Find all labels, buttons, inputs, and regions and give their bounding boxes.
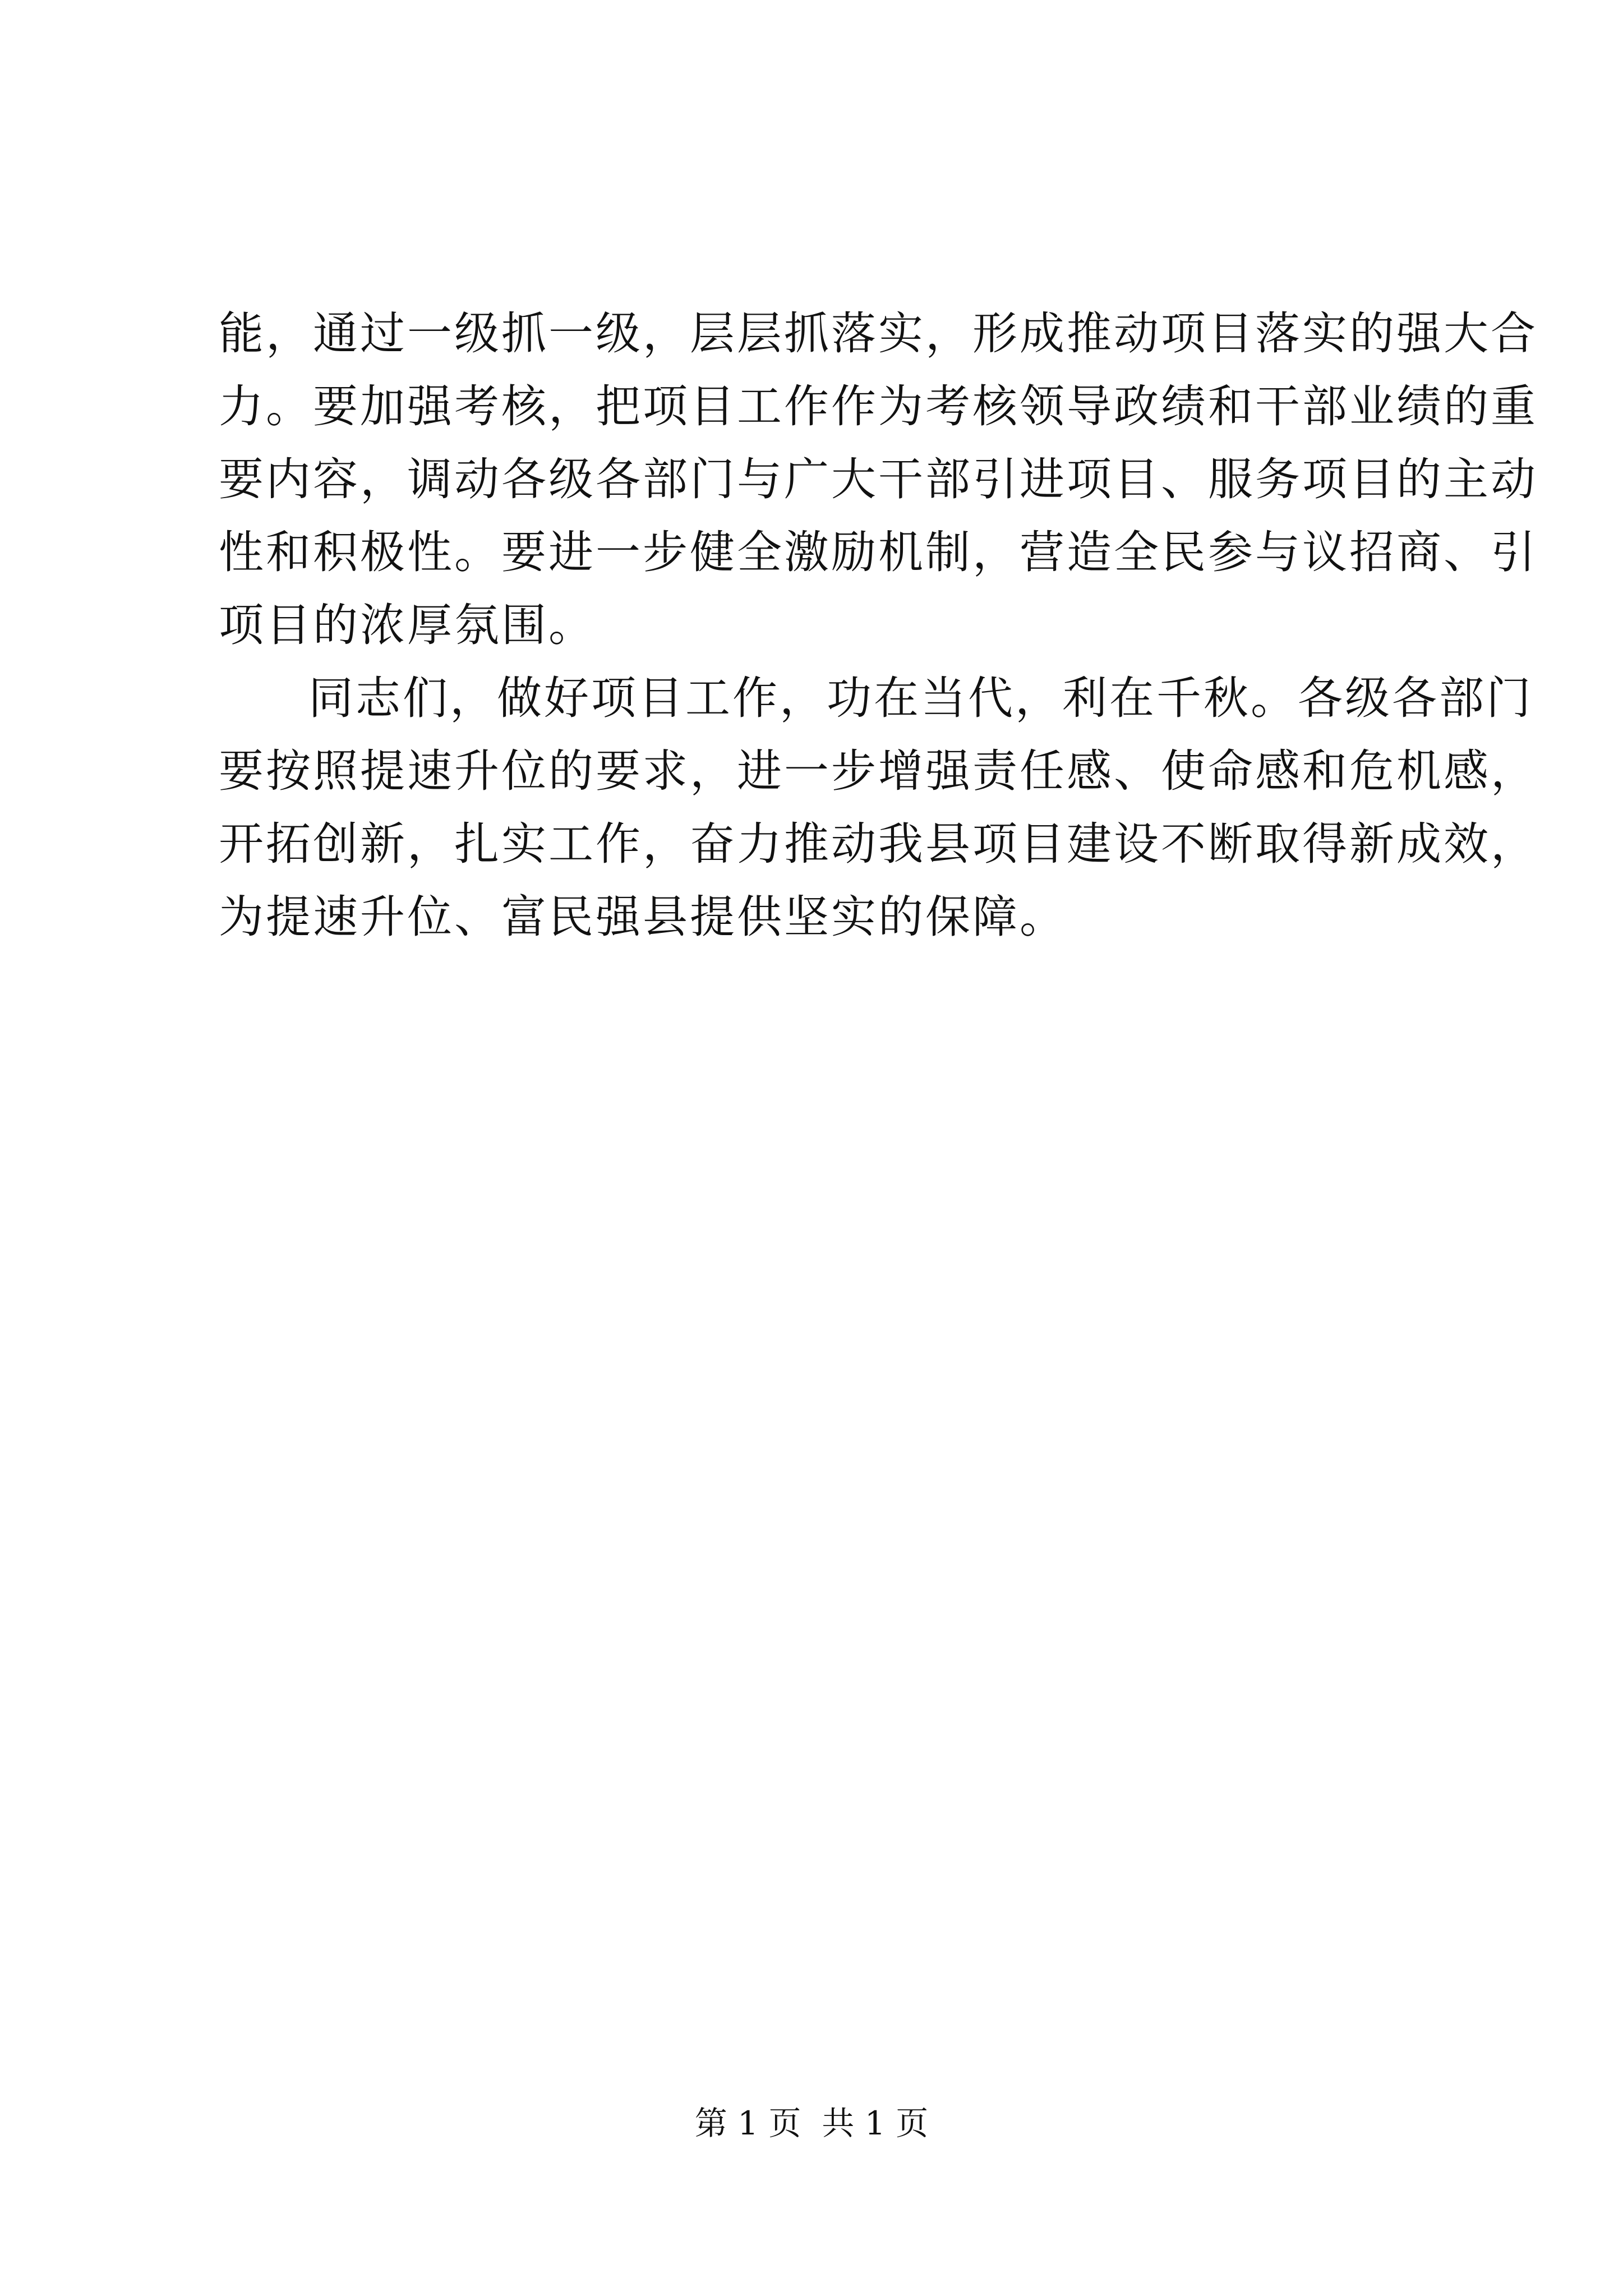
paragraph-line: 为提速升位、富民强县提供坚实的保障。 — [219, 891, 1067, 943]
paragraph-line: 要按照提速升位的要求，进一步增强责任感、使命感和危机感， — [219, 745, 1538, 797]
paragraph-line: 能，通过一级抓一级，层层抓落实，形成推动项目落实的强大合 — [219, 307, 1538, 360]
paragraph-2 — [219, 662, 1538, 954]
paragraph-line: 同志们，做好项目工作，功在当代，利在千秋。各级各部门 — [308, 672, 1533, 724]
paragraph-line: 项目的浓厚氛围。 — [219, 599, 596, 651]
paragraph-line: 要内容，调动各级各部门与广大干部引进项目、服务项目的主动 — [219, 453, 1538, 505]
paragraph-line: 性和积极性。要进一步健全激励机制，营造全民参与议招商、引 — [219, 526, 1538, 578]
paragraph-1 — [219, 297, 1538, 662]
paragraph-line: 力。要加强考核，把项目工作作为考核领导政绩和干部业绩的重 — [219, 380, 1538, 432]
paragraph-line: 开拓创新，扎实工作，奋力推动我县项目建设不断取得新成效， — [219, 818, 1538, 870]
document-body — [219, 297, 1538, 954]
page-number-footer: 第 1 页 共 1 页 — [694, 2104, 929, 2142]
